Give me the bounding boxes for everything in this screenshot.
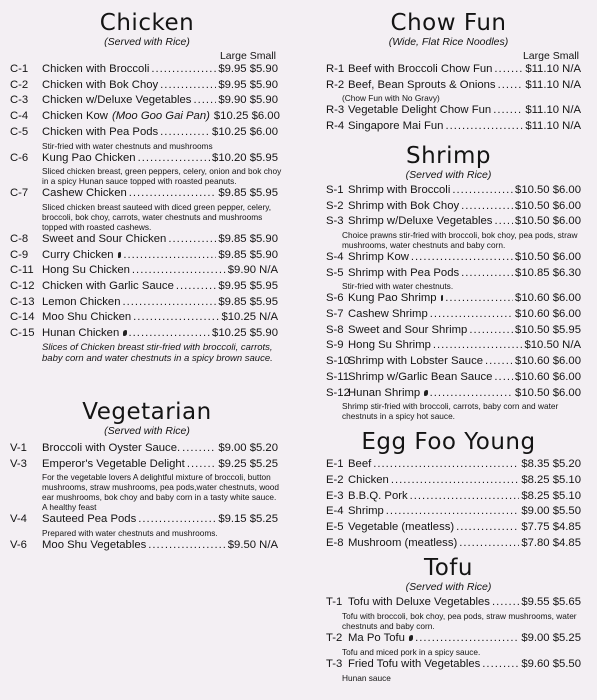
menu-item xyxy=(300,250,597,266)
item-code: V-6 xyxy=(10,538,27,551)
chowfun-size-header: Large Small xyxy=(522,50,579,62)
item-price: $7.80 $4.85 xyxy=(521,536,581,549)
item-price: $8.25 $5.10 xyxy=(521,473,581,486)
item-name: Broccoli with Oyster Sauce. xyxy=(42,441,181,454)
item-code: E-3 xyxy=(326,489,344,502)
item-price: $8.25 $5.10 xyxy=(521,489,581,502)
hot-pepper-icon xyxy=(409,635,413,641)
item-description: (Chow Fun with No Gravy) xyxy=(342,93,440,104)
item-price: $9.85 $5.90 xyxy=(218,248,278,261)
item-price: $10.25 $5.90 xyxy=(212,327,278,340)
menu-item xyxy=(0,232,294,248)
item-name: Shrimp w/Garlic Bean Sauce xyxy=(348,370,493,383)
dot-leader xyxy=(123,295,217,311)
item-code: S-3 xyxy=(326,215,344,228)
item-code: C-4 xyxy=(10,110,29,123)
menu-item xyxy=(0,151,294,167)
dot-leader xyxy=(492,595,519,611)
menu-item xyxy=(300,103,597,119)
item-name: Beef with Broccoli Chow Fun xyxy=(348,63,493,75)
item-price: $10.50 $6.00 xyxy=(515,250,581,263)
dot-leader xyxy=(193,93,216,109)
menu-item xyxy=(0,186,294,202)
dot-leader xyxy=(494,370,513,386)
item-description: Shrimp stir-fried with broccoli, carrots, baby corn and water chestnuts in a spicy hot sauce. xyxy=(342,401,559,422)
item-price: $10.60 $6.00 xyxy=(515,355,581,368)
menu-item xyxy=(0,295,294,311)
item-code: C-11 xyxy=(10,264,34,277)
dot-leader xyxy=(168,232,216,248)
vegetarian-title: Vegetarian xyxy=(82,398,212,425)
item-code: C-15 xyxy=(10,327,35,340)
dot-leader xyxy=(494,62,523,78)
dot-leader xyxy=(176,279,216,295)
item-name: Kung Pao Chicken xyxy=(42,151,136,164)
item-name: Chicken with Bok Choy xyxy=(42,78,159,91)
item-code: C-5 xyxy=(10,125,29,138)
shrimp-list xyxy=(300,183,597,421)
item-code: V-1 xyxy=(10,441,27,454)
item-code: E-8 xyxy=(326,536,344,549)
item-name: B.B.Q. Pork xyxy=(348,489,408,502)
item-price: $7.75 $4.85 xyxy=(521,521,581,534)
item-name: Hunan Chicken xyxy=(42,327,120,340)
item-code: E-1 xyxy=(326,458,344,471)
item-code: E-5 xyxy=(326,521,344,534)
eggfooyoung-list xyxy=(300,457,597,551)
item-code: T-2 xyxy=(326,632,343,645)
item-price: $11.10 N/A xyxy=(525,78,581,91)
item-name: Sweet and Sour Shrimp xyxy=(348,323,468,336)
item-code: R-4 xyxy=(326,120,345,133)
hot-pepper-icon xyxy=(118,252,122,258)
menu-item xyxy=(300,631,597,647)
dot-leader xyxy=(461,266,513,282)
item-price: $9.85 $5.95 xyxy=(218,187,278,200)
menu-item xyxy=(0,263,294,279)
item-description: Sliced chicken breast sauteed with diced green pepper, celery, broccoli, bok choy, carrots, water chestnuts and mushrooms topped with roasted cashews. xyxy=(42,201,272,232)
menu-item xyxy=(0,457,294,473)
dot-leader xyxy=(129,186,217,202)
item-name: Mushroom (meatless) xyxy=(348,536,458,549)
item-name: Chicken with Pea Pods xyxy=(42,125,159,138)
dot-leader xyxy=(430,307,513,323)
menu-item xyxy=(0,310,294,326)
chicken-size-header: Large Small xyxy=(219,50,276,62)
item-description: Sliced chicken breast, green peppers, celery, onion and bok choy in a spicy Hunan sauce topped with roasted peanuts. xyxy=(42,166,282,187)
dot-leader xyxy=(461,199,513,215)
menu-item xyxy=(0,78,294,94)
item-price: $9.85 $5.90 xyxy=(218,232,278,245)
hot-pepper-icon xyxy=(123,330,126,336)
dot-leader xyxy=(187,457,216,473)
dot-leader xyxy=(373,457,519,473)
item-code: S-5 xyxy=(326,266,344,279)
item-price: $10.60 $6.00 xyxy=(515,292,581,305)
menu-item xyxy=(0,93,294,109)
dot-leader xyxy=(160,125,210,141)
chicken-list xyxy=(0,62,294,365)
item-name: Shrimp xyxy=(348,505,384,518)
item-price: $9.00 $5.50 xyxy=(521,505,581,518)
item-price: $9.50 N/A xyxy=(227,538,278,551)
chicken-subtitle: (Served with Rice) xyxy=(104,36,190,48)
item-price: $9.90 $5.90 xyxy=(218,94,278,107)
item-name: Chicken xyxy=(348,473,389,486)
item-name: Chicken with Broccoli xyxy=(42,63,150,75)
item-name: Sweet and Sour Chicken xyxy=(42,232,167,245)
item-description: For the vegetable lovers A delightful mixture of broccoli, button mushrooms, straw mushrooms, pea pods,water chestnuts, wood ear mushrooms, bok choy and baby corn in a tasty white sauce. A healthy feast xyxy=(42,472,280,513)
item-description: Tofu and miced pork in a spicy sauce. xyxy=(342,646,481,657)
dot-leader xyxy=(411,250,513,266)
chicken-title: Chicken xyxy=(99,10,195,36)
dot-leader xyxy=(148,538,225,554)
menu-item xyxy=(300,266,597,282)
dot-leader xyxy=(498,78,524,94)
item-name: Moo Shu Chicken xyxy=(42,311,132,324)
item-price: $10.50 $6.00 xyxy=(515,215,581,228)
item-price: $10.50 $6.00 xyxy=(515,386,581,399)
item-price: $10.50 $6.00 xyxy=(515,183,581,196)
item-name: Chicken with Garlic Sauce xyxy=(42,280,174,293)
dot-leader xyxy=(138,512,216,528)
menu-item xyxy=(300,323,597,339)
item-price: $9.85 $5.95 xyxy=(218,295,278,308)
menu-item xyxy=(300,504,597,520)
item-code: C-14 xyxy=(10,311,35,324)
item-name: Fried Tofu with Vegetables xyxy=(348,657,481,670)
dot-leader xyxy=(123,248,216,264)
menu-item xyxy=(300,520,597,536)
item-code: C-3 xyxy=(10,94,29,107)
dot-leader xyxy=(160,78,216,94)
item-price: $10.20 $5.95 xyxy=(212,151,278,164)
dot-leader xyxy=(456,520,519,536)
menu-item xyxy=(0,326,294,342)
item-name: Beef xyxy=(348,458,372,471)
vegetarian-subtitle: (Served with Rice) xyxy=(104,424,190,437)
item-code: R-1 xyxy=(326,63,345,75)
menu-item xyxy=(300,183,597,199)
item-price: $9.15 $5.25 xyxy=(218,513,278,526)
dot-leader xyxy=(386,504,520,520)
tofu-title: Tofu xyxy=(424,555,473,582)
item-code: C-1 xyxy=(10,63,29,75)
chowfun-title: Chow Fun xyxy=(390,10,507,36)
hot-pepper-icon xyxy=(441,295,444,301)
dot-leader xyxy=(430,386,513,402)
dot-leader xyxy=(459,536,519,552)
item-name: Vegetable Delight Chow Fun xyxy=(348,104,492,117)
menu-item xyxy=(300,214,597,230)
vegetarian-list xyxy=(0,441,294,554)
dot-leader xyxy=(129,326,211,342)
item-code: S-4 xyxy=(326,250,344,263)
item-price: $10.25 $6.00 xyxy=(212,125,278,138)
item-price: $10.50 $6.00 xyxy=(515,199,581,212)
menu-item xyxy=(300,370,597,386)
item-code: S-11 xyxy=(326,370,350,383)
item-price: $10.25 $6.00 xyxy=(213,110,280,123)
item-name: Moo Shu Vegetables xyxy=(42,538,147,551)
item-name: Shrimp with Pea Pods xyxy=(348,266,460,279)
tofu-list xyxy=(300,595,597,682)
menu-item xyxy=(300,386,597,402)
item-code: V-3 xyxy=(10,457,27,470)
item-name: Beef, Bean Sprouts & Onions xyxy=(348,78,496,91)
item-name: Chicken Kow xyxy=(42,110,108,123)
item-description: Choice prawns stir-fried with broccoli, bok choy, pea pods, straw mushrooms, water chestnuts and baby corn. xyxy=(342,229,578,250)
item-description: Hunan sauce xyxy=(342,672,391,683)
item-code: R-3 xyxy=(326,104,345,117)
tofu-subtitle: (Served with Rice) xyxy=(405,581,492,594)
menu-item xyxy=(300,338,597,354)
item-name: Emperor's Vegetable Delight xyxy=(42,457,185,470)
item-price: $10.50 $5.95 xyxy=(515,323,581,336)
item-name: Shrimp w/Deluxe Vegetables xyxy=(348,215,493,228)
dot-leader xyxy=(415,631,519,647)
item-code: T-3 xyxy=(326,657,343,670)
item-name: Kung Pao Shrimp xyxy=(348,292,437,305)
dot-leader xyxy=(445,119,523,135)
menu-item xyxy=(300,199,597,215)
menu-item xyxy=(300,307,597,323)
item-name: Lemon Chicken xyxy=(42,295,121,308)
menu-item xyxy=(0,248,294,264)
item-name: Sauteed Pea Pods xyxy=(42,513,137,526)
item-description: Slices of Chicken breast stir-fried with broccoli, carrots, baby corn and water chestnuts in a spicy brown sauce. xyxy=(42,341,273,365)
left-column xyxy=(0,0,294,554)
dot-leader xyxy=(182,441,216,457)
item-price: $9.00 $5.20 xyxy=(218,441,278,454)
menu-item xyxy=(300,457,597,473)
item-price: $10.25 N/A xyxy=(221,311,278,324)
eggfooyoung-title: Egg Foo Young xyxy=(361,429,536,456)
menu-item xyxy=(0,62,294,78)
item-price: $9.90 N/A xyxy=(227,264,278,277)
item-price: $10.85 $6.30 xyxy=(515,266,581,279)
item-price: $10.60 $6.00 xyxy=(515,370,581,383)
item-price: $9.95 $5.95 xyxy=(218,280,278,293)
item-name: Cashew Shrimp xyxy=(348,308,428,321)
item-price: $9.95 $5.90 xyxy=(218,78,278,91)
menu-item xyxy=(300,473,597,489)
item-description: Prepared with water chestnuts and mushrooms. xyxy=(42,527,218,538)
menu-item xyxy=(300,657,597,673)
shrimp-subtitle: (Served with Rice) xyxy=(405,168,492,181)
menu-item xyxy=(0,109,294,125)
item-name: Shrimp with Bok Choy xyxy=(348,199,460,212)
menu-item xyxy=(0,279,294,295)
item-price: $10.60 $6.00 xyxy=(515,308,581,321)
item-name: Vegetable (meatless) xyxy=(348,521,455,534)
item-name: Singapore Mai Fun xyxy=(348,120,444,133)
item-description: Tofu with broccoli, bok choy, pea pods, straw mushrooms, water chestnuts and baby corn. xyxy=(342,611,577,632)
item-name: Hunan Shrimp xyxy=(348,386,421,399)
item-price: $9.60 $5.50 xyxy=(521,657,581,670)
menu-item xyxy=(300,78,597,94)
item-code: C-13 xyxy=(10,295,35,308)
dot-leader xyxy=(469,323,513,339)
item-name: Ma Po Tofu xyxy=(348,632,405,645)
menu-item xyxy=(0,125,294,141)
chowfun-subtitle: (Wide, Flat Rice Noodles) xyxy=(388,36,509,48)
menu-item xyxy=(300,489,597,505)
dot-leader xyxy=(133,310,219,326)
dot-leader xyxy=(391,473,519,489)
dot-leader xyxy=(138,151,210,167)
item-code: S-6 xyxy=(326,292,344,305)
item-name: Chicken w/Deluxe Vegetables xyxy=(42,94,192,107)
dot-leader xyxy=(482,657,519,673)
menu-item xyxy=(0,512,294,528)
dot-leader xyxy=(132,263,226,279)
item-price: $9.00 $5.25 xyxy=(521,632,581,645)
item-code: S-7 xyxy=(326,308,344,321)
dot-leader xyxy=(494,214,513,230)
dot-leader xyxy=(410,489,520,505)
item-price: $9.25 $5.25 xyxy=(218,457,278,470)
chowfun-list xyxy=(300,62,597,135)
item-name: Shrimp Kow xyxy=(348,250,409,263)
item-name: Cashew Chicken xyxy=(42,187,127,200)
item-code: C-2 xyxy=(10,78,29,91)
dot-leader xyxy=(493,103,523,119)
shrimp-title: Shrimp xyxy=(405,142,492,169)
menu-item xyxy=(300,62,597,78)
item-name: Shrimp with Broccoli xyxy=(348,183,451,196)
item-code: S-10 xyxy=(326,355,350,368)
item-code: C-8 xyxy=(10,232,29,245)
item-code: S-8 xyxy=(326,323,344,336)
item-code: S-1 xyxy=(326,183,344,196)
item-description: Stir-fried with water chestnuts and mushrooms xyxy=(42,140,213,151)
item-name: Hong Su Shrimp xyxy=(348,339,431,352)
dot-leader xyxy=(452,183,513,199)
item-name-note: (Moo Goo Gai Pan) xyxy=(111,110,210,123)
dot-leader xyxy=(445,291,513,307)
item-code: C-7 xyxy=(10,187,29,200)
dot-leader xyxy=(433,338,523,354)
right-column xyxy=(300,0,597,683)
item-description: Stir-fried with water chestnuts. xyxy=(342,281,454,292)
item-code: C-9 xyxy=(10,248,29,261)
menu-item xyxy=(300,595,597,611)
item-price: $11.10 N/A xyxy=(525,63,581,75)
item-code: S-2 xyxy=(326,199,344,212)
item-price: $9.55 $5.65 xyxy=(521,596,581,609)
item-price: $11.10 N/A xyxy=(525,120,581,133)
item-code: E-2 xyxy=(326,473,344,486)
hot-pepper-icon xyxy=(424,390,427,396)
item-code: E-4 xyxy=(326,505,344,518)
item-code: V-4 xyxy=(10,513,27,526)
item-code: S-12 xyxy=(326,386,350,399)
item-price: $9.95 $5.90 xyxy=(218,63,278,75)
item-name: Hong Su Chicken xyxy=(42,264,130,277)
item-code: T-1 xyxy=(326,596,343,609)
menu-item xyxy=(300,291,597,307)
item-name: Shrimp with Lobster Sauce xyxy=(348,355,483,368)
item-price: $10.50 N/A xyxy=(524,339,581,352)
item-code: R-2 xyxy=(326,78,345,91)
item-price: $11.10 N/A xyxy=(525,104,581,117)
dot-leader xyxy=(485,354,513,370)
item-code: S-9 xyxy=(326,339,344,352)
item-code: C-6 xyxy=(10,151,29,164)
item-name: Curry Chicken xyxy=(42,248,114,261)
item-price: $8.35 $5.20 xyxy=(521,458,581,471)
item-code: C-12 xyxy=(10,280,35,293)
menu-item xyxy=(300,536,597,552)
dot-leader xyxy=(151,62,216,78)
menu-item xyxy=(0,441,294,457)
item-name: Tofu with Deluxe Vegetables xyxy=(348,596,490,609)
menu-item xyxy=(300,354,597,370)
menu-item xyxy=(0,538,294,554)
menu-item xyxy=(300,119,597,135)
